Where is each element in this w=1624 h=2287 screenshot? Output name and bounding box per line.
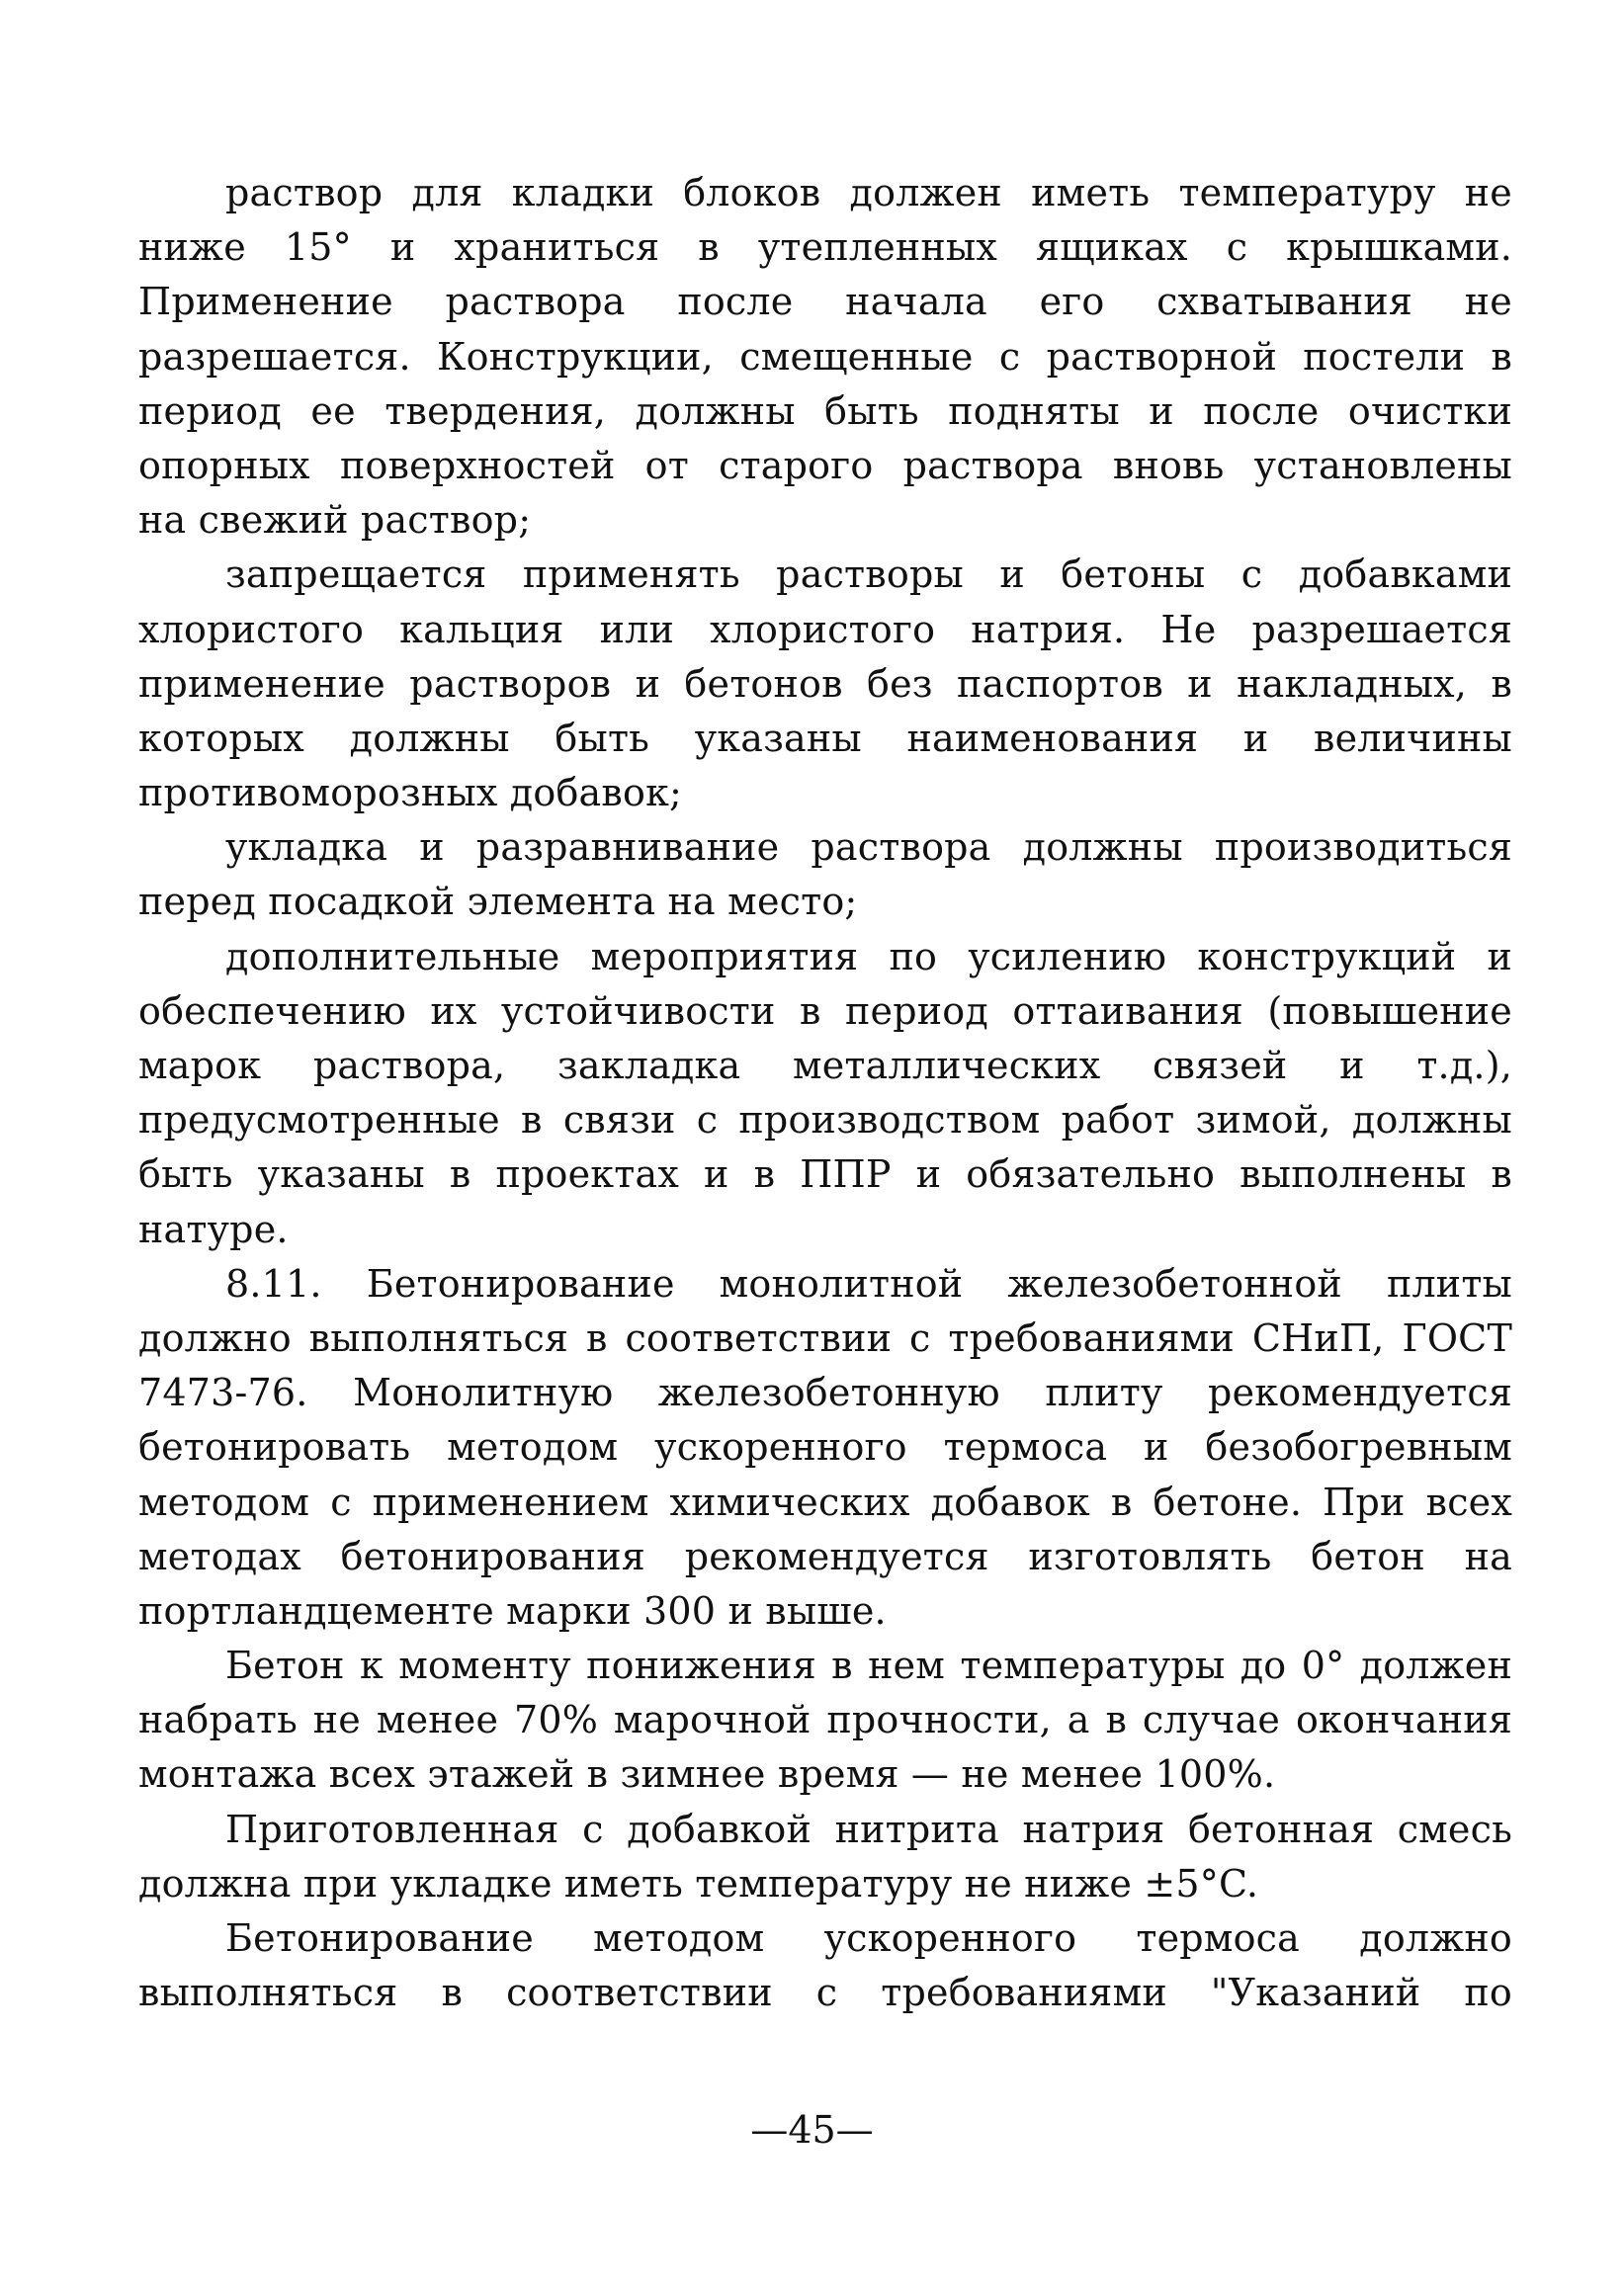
- text-line: запрещается применять растворы и бетоны с добавками: [225, 552, 1512, 597]
- text-line: портландцементе марки 300 и выше.: [138, 1588, 887, 1633]
- text-line: должна при укладке иметь температуру не ниже ±5°C.: [138, 1861, 1259, 1906]
- text-line: Применение раствора после начала его схватывания не: [138, 280, 1512, 324]
- text-line: обеспечению их устойчивости в период оттаивания (повышение: [138, 988, 1512, 1033]
- text-line: методах бетонирования рекомендуется изготовлять бетон на: [138, 1534, 1512, 1578]
- text-line: методом с применением химических добавок в бетоне. При всех: [138, 1480, 1512, 1524]
- text-line: выполняться в соответствии с требованиями "Указаний по: [138, 1971, 1512, 2015]
- text-line: быть указаны в проектах и в ППР и обязательно выполнены в: [138, 1152, 1512, 1197]
- text-line: перед посадкой элемента на место;: [138, 880, 858, 924]
- text-line: раствор для кладки блоков должен иметь температуру не: [225, 171, 1512, 214]
- body-text: [138, 166, 1512, 2020]
- paragraph: [138, 548, 1512, 820]
- text-line: должно выполняться в соответствии с требованиями СНиП, ГОСТ: [138, 1315, 1512, 1360]
- text-line: разрешается. Конструкции, смещенные с растворной постели в: [138, 334, 1512, 379]
- text-line: марок раствора, закладка металлических связей и т.д.),: [138, 1044, 1512, 1087]
- text-line: Бетон к моменту понижения в нем температуры до 0° должен: [225, 1644, 1512, 1688]
- text-line: которых должны быть указаны наименования и величины: [138, 716, 1512, 760]
- paragraph: [138, 1911, 1512, 2020]
- text-line: 7473-76. Монолитную железобетонную плиту рекомендуется: [138, 1371, 1512, 1415]
- text-line: натуре.: [138, 1207, 289, 1251]
- paragraph: [138, 166, 1512, 548]
- text-line: укладка и разравнивание раствора должны производиться: [225, 825, 1512, 870]
- text-line: набрать не менее 70% марочной прочности, а в случае окончания: [138, 1698, 1512, 1742]
- page-number: —45—: [750, 2108, 874, 2152]
- paragraph: [138, 930, 1512, 1257]
- text-line: хлористого кальция или хлористого натрия. Не разрешается: [138, 607, 1512, 651]
- text-line: Бетонирование методом ускоренного термоса должно: [225, 1916, 1512, 1960]
- text-line: ниже 15° и храниться в утепленных ящиках с крышками.: [138, 225, 1512, 270]
- paragraph: [138, 1639, 1512, 1803]
- text-line: период ее твердения, должны быть подняты и после очистки: [138, 388, 1512, 433]
- text-line: противоморозных добавок;: [138, 771, 683, 815]
- text-line: монтажа всех этажей в зимнее время — не менее 100%.: [138, 1752, 1276, 1797]
- text-line: опорных поверхностей от старого раствора вновь установлены: [138, 443, 1512, 487]
- text-line: дополнительные мероприятия по усилению конструкций и: [225, 934, 1512, 978]
- text-line: применение растворов и бетонов без паспортов и накладных, в: [138, 661, 1512, 706]
- paragraph: [138, 820, 1512, 929]
- text-line: Приготовленная с добавкой нитрита натрия бетонная смесь: [225, 1807, 1512, 1851]
- text-line: предусмотренные в связи с производством работ зимой, должны: [138, 1098, 1512, 1143]
- text-line: на свежий раствор;: [138, 498, 532, 543]
- paragraph: [138, 1257, 1512, 1639]
- text-line: бетонировать методом ускоренного термоса и безобогревным: [138, 1425, 1512, 1470]
- text-line: 8.11. Бетонирование монолитной железобетонной плиты: [225, 1261, 1512, 1306]
- paragraph: [138, 1803, 1512, 1911]
